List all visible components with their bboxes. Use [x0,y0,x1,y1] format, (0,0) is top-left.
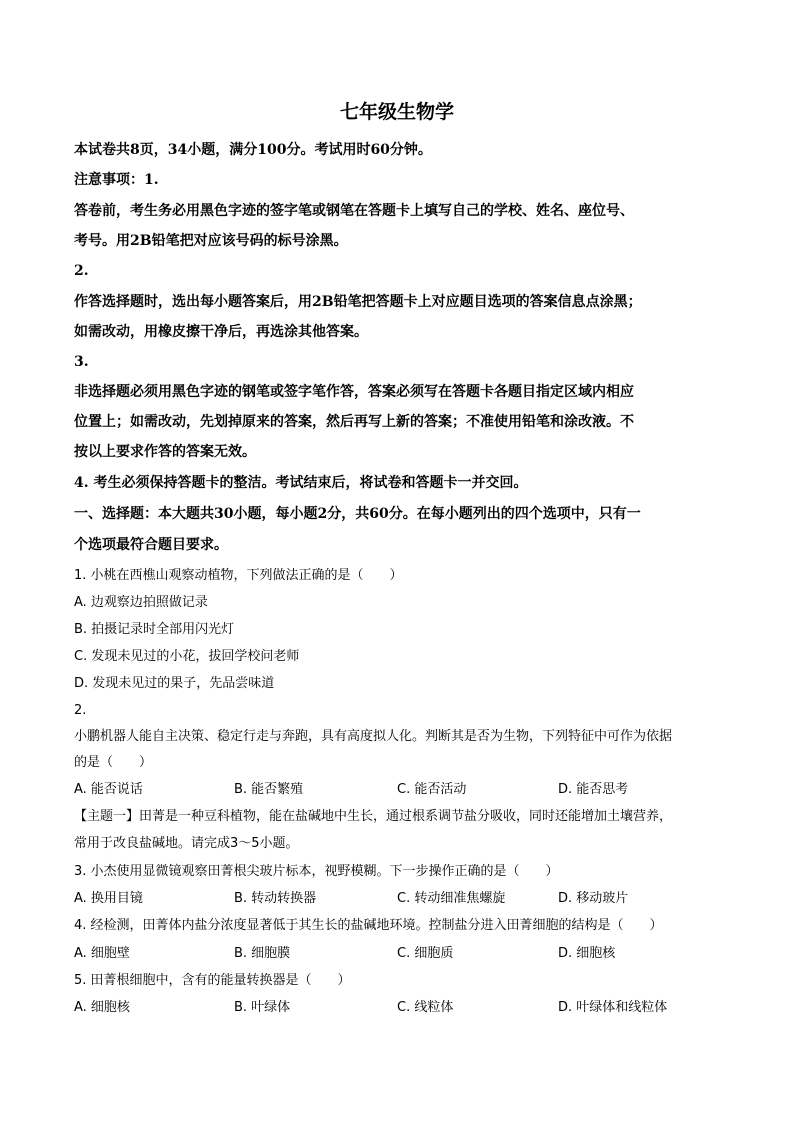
question-4-option-c: C. 细胞质 [397,946,454,961]
question-4-option-a: A. 细胞壁 [74,946,130,961]
question-5-option-d: D. 叶绿体和线粒体 [558,1000,668,1015]
question-1-stem: 1. 小桃在西樵山观察动植物，下列做法正确的是（ ） [74,568,403,583]
question-1-option-a: A. 边观察边拍照做记录 [74,595,208,610]
note-2-number: 2. [74,263,89,279]
question-2-option-c: C. 能否活动 [397,782,467,797]
exam-intro: 本试卷共8页，34小题，满分100分。考试用时60分钟。 [74,142,432,158]
question-4-option-d: D. 细胞核 [558,946,616,961]
note-2-line-2: 如需改动，用橡皮擦干净后，再选涂其他答案。 [74,324,368,340]
question-2-number: 2. [74,703,87,718]
question-4-option-b: B. 细胞膜 [234,946,291,961]
question-1-option-c: C. 发现未见过的小花，拔回学校问老师 [74,649,300,664]
question-4-options [74,945,724,963]
note-2-line-1: 作答选择题时，选出每小题答案后，用2B铅笔把答题卡上对应题目选项的答案信息点涂黑； [74,294,642,310]
note-3-line-1: 非选择题必须用黑色字迹的钢笔或签字笔作答，答案必须写在答题卡各题目指定区域内相应 [74,384,634,400]
question-5-option-a: A. 细胞核 [74,1000,130,1015]
section-1-heading-line-1: 一、选择题：本大题共30小题，每小题2分，共60分。在每小题列出的四个选项中，只有一 [74,506,641,522]
question-3-option-a: A. 换用目镜 [74,891,143,906]
question-4-stem: 4. 经检测，田菁体内盐分浓度显著低于其生长的盐碱地环境。控制盐分进入田菁细胞的结构是（ ） [74,918,663,933]
note-1-line-2: 考号。用2B铅笔把对应该号码的标号涂黑。 [74,233,348,249]
question-3-options [74,890,724,908]
question-3-stem: 3. 小杰使用显微镜观察田菁根尖玻片标本，视野模糊。下一步操作正确的是（ ） [74,864,559,879]
notes-heading: 注意事项：1. [74,172,159,188]
question-3-option-d: D. 移动玻片 [558,891,629,906]
question-5-option-c: C. 线粒体 [397,1000,454,1015]
theme-1-line-1: 【主题一】田菁是一种豆科植物，能在盐碱地中生长，通过根系调节盐分吸收，同时还能增加土壤营养， [74,809,673,824]
question-5-option-b: B. 叶绿体 [234,1000,291,1015]
note-3-line-3: 按以上要求作答的答案无效。 [74,444,256,460]
note-4: 4. 考生必须保持答题卡的整洁。考试结束后，将试卷和答题卡一并交回。 [74,475,528,491]
question-3-option-c: C. 转动细准焦螺旋 [397,891,506,906]
question-2-option-a: A. 能否说话 [74,782,143,797]
question-3-option-b: B. 转动转换器 [234,891,317,906]
note-1-line-1: 答卷前，考生务必用黑色字迹的签字笔或钢笔在答题卡上填写自己的学校、姓名、座位号、 [74,203,634,219]
note-3-number: 3. [74,354,89,370]
question-5-options [74,999,724,1017]
question-2-option-d: D. 能否思考 [558,782,629,797]
question-2-stem-line-1: 小鹏机器人能自主决策、稳定行走与奔跑，具有高度拟人化。判断其是否为生物，下列特征中可作为依据 [74,729,673,744]
note-3-line-2: 位置上；如需改动，先划掉原来的答案，然后再写上新的答案；不准使用铅笔和涂改液。不 [74,414,634,430]
question-2-options [74,781,724,799]
question-1-option-b: B. 拍摄记录时全部用闪光灯 [74,622,235,637]
section-1-heading-line-2: 个选项最符合题目要求。 [74,537,228,553]
page-title: 七年级生物学 [339,101,454,123]
theme-1-line-2: 常用于改良盐碱地。请完成3～5小题。 [74,836,299,851]
question-1-option-d: D. 发现未见过的果子，先品尝味道 [74,676,275,691]
question-2-option-b: B. 能否繁殖 [234,782,304,797]
question-5-stem: 5. 田菁根细胞中，含有的能量转换器是（ ） [74,973,351,988]
question-2-stem-line-2: 的是（ ） [74,755,153,770]
